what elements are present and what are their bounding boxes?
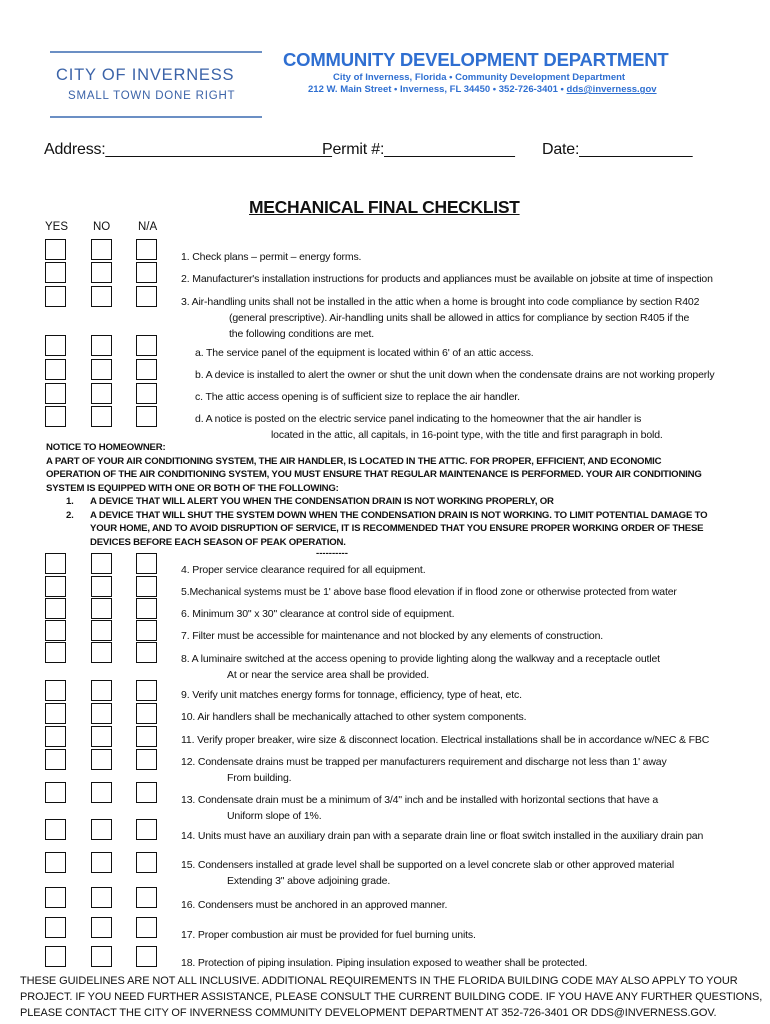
column-no-heading: NO	[93, 221, 111, 233]
item-text: 8. A luminaire switched at the access opening to provide lighting along the walkway and a receptacle outlet	[181, 653, 660, 665]
checkbox-yes[interactable]	[45, 642, 66, 663]
checkbox-yes[interactable]	[45, 576, 66, 597]
checkbox-na[interactable]	[136, 598, 157, 619]
checkbox-na[interactable]	[136, 359, 157, 380]
checklist-item-11	[181, 732, 709, 748]
checkbox-na[interactable]	[136, 782, 157, 803]
department-contact: 212 W. Main Street • Inverness, FL 34450 • 352-726-3401 •	[308, 84, 567, 95]
checklist-item-3	[181, 294, 699, 342]
item-text-cont: Extending 3" above adjoining grade.	[227, 875, 391, 887]
item-text: 9. Verify unit matches energy forms for tonnage, efficiency, type of heat, etc.	[181, 689, 522, 701]
department-address-line-1: City of Inverness, Florida • Community Development Department	[333, 72, 626, 83]
checkbox-no[interactable]	[91, 620, 112, 641]
date-field[interactable]: Date:_____________	[542, 141, 693, 158]
logo-title: CITY OF INVERNESS	[56, 66, 235, 84]
checkbox-no[interactable]	[91, 726, 112, 747]
footer-line: PROJECT. IF YOU NEED FURTHER ASSISTANCE, PLEASE CONSULT THE CURRENT BUILDING CODE. IF YOU HAVE ANY FURTHER QUESTIONS,	[20, 991, 763, 1003]
notice-list	[46, 495, 736, 549]
checkbox-yes[interactable]	[45, 359, 66, 380]
checkbox-no[interactable]	[91, 917, 112, 938]
item-text: 7. Filter must be accessible for maintenance and not blocked by any elements of construction.	[181, 630, 604, 642]
item-text-cont: located in the attic, all capitals, in 16-point type, with the title and first paragraph in bold.	[271, 429, 663, 441]
checkbox-na[interactable]	[136, 620, 157, 641]
item-text: 18. Protection of piping insulation. Piping insulation exposed to weather shall be protected.	[181, 957, 588, 969]
checklist-item-1	[181, 249, 361, 265]
notice-paragraph-line: SYSTEM IS EQUIPPED WITH ONE OR BOTH OF THE FOLLOWING:	[46, 482, 339, 494]
item-text: 11. Verify proper breaker, wire size & disconnect location. Electrical installations shall be in accordance w/NEC & FBC	[181, 734, 710, 746]
checklist-item-14	[181, 828, 703, 844]
homeowner-notice	[46, 441, 736, 549]
footer-line: PLEASE CONTACT THE CITY OF INVERNESS COMMUNITY DEVELOPMENT DEPARTMENT AT 352-726-3401 OR DDS@INVERNESS.GOV.	[20, 1007, 717, 1019]
checkbox-yes[interactable]	[45, 749, 66, 770]
notice-list-number: 1.	[66, 496, 74, 507]
checkbox-yes[interactable]	[45, 852, 66, 873]
checkbox-no[interactable]	[91, 262, 112, 283]
checkbox-no[interactable]	[91, 887, 112, 908]
address-field[interactable]: Address:__________________________	[44, 141, 332, 158]
checkbox-yes[interactable]	[45, 620, 66, 641]
checkbox-na[interactable]	[136, 286, 157, 307]
checkbox-na[interactable]	[136, 887, 157, 908]
checklist-item-7	[181, 628, 603, 644]
checkbox-no[interactable]	[91, 782, 112, 803]
checkbox-yes[interactable]	[45, 917, 66, 938]
checkbox-na[interactable]	[136, 819, 157, 840]
item-text: 12. Condensate drains must be trapped per manufacturers requirement and discharge not less than 1' away	[181, 756, 667, 768]
checklist-item-3d	[195, 411, 663, 443]
checkbox-yes[interactable]	[45, 887, 66, 908]
item-text-cont: (general prescriptive). Air-handling units shall be allowed in attics for compliance by section R405 if the	[229, 312, 690, 324]
item-text-cont: Uniform slope of 1%.	[227, 810, 322, 822]
checkbox-no[interactable]	[91, 852, 112, 873]
checkbox-na[interactable]	[136, 335, 157, 356]
checkbox-na[interactable]	[136, 852, 157, 873]
checklist-item-16	[181, 897, 447, 913]
item-text-cont: From building.	[227, 772, 292, 784]
checklist-item-13	[181, 792, 658, 824]
checklist-item-3c	[195, 389, 520, 405]
department-address-line-2	[308, 84, 657, 95]
checkbox-na[interactable]	[136, 553, 157, 574]
column-na-heading: N/A	[138, 221, 158, 233]
footer-disclaimer	[20, 973, 762, 1021]
notice-list-text-cont: YOUR HOME, AND TO AVOID DISRUPTION OF SERVICE, IT IS RECOMMENDED THAT YOU ENSURE PROPER WORKING ORDER OF THESE	[90, 523, 704, 534]
department-title: COMMUNITY DEVELOPMENT DEPARTMENT	[283, 49, 669, 70]
checkbox-yes[interactable]	[45, 553, 66, 574]
checkbox-no[interactable]	[91, 819, 112, 840]
checkbox-yes[interactable]	[45, 406, 66, 427]
notice-list-text-cont: DEVICES BEFORE EACH SEASON OF PEAK OPERATION.	[90, 536, 346, 548]
checkbox-yes[interactable]	[45, 262, 66, 283]
checklist-item-18	[181, 955, 587, 971]
notice-list-text: A DEVICE THAT WILL ALERT YOU WHEN THE CONDENSATION DRAIN IS NOT WORKING PROPERLY, OR	[90, 496, 554, 507]
checkbox-yes[interactable]	[45, 726, 66, 747]
checkbox-na[interactable]	[136, 406, 157, 427]
item-text: c. The attic access opening is of sufficient size to replace the air handler.	[195, 391, 520, 403]
item-text: 16. Condensers must be anchored in an approved manner.	[181, 899, 448, 911]
checkbox-na[interactable]	[136, 749, 157, 770]
checkbox-na[interactable]	[136, 946, 157, 967]
item-text: b. A device is installed to alert the owner or shut the unit down when the condensate drains are not working properly	[195, 369, 715, 381]
logo-rule-bottom	[50, 116, 262, 118]
item-text: d. A notice is posted on the electric service panel indicating to the homeowner that the air handler is	[195, 413, 642, 425]
checkbox-no[interactable]	[91, 946, 112, 967]
notice-list-text: A DEVICE THAT WILL SHUT THE SYSTEM DOWN WHEN THE CONDENSATION DRAIN IS NOT WORKING. TO LIMIT POTENTIAL DAMAGE TO	[90, 509, 708, 521]
item-text: a. The service panel of the equipment is located within 6' of an attic access.	[195, 347, 534, 359]
checkbox-yes[interactable]	[45, 819, 66, 840]
logo-rule-top	[50, 51, 262, 53]
checkbox-yes[interactable]	[45, 239, 66, 260]
notice-separator: ----------	[316, 548, 348, 559]
notice-paragraph-line: OPERATION OF THE AIR CONDITIONING SYSTEM, YOU MUST ENSURE THAT REGULAR MAINTENANCE IS PERFORMED. YOUR AIR CONDITIONING	[46, 469, 702, 480]
checkbox-no[interactable]	[91, 383, 112, 404]
item-text: 15. Condensers installed at grade level shall be supported on a level concrete slab or other approved material	[181, 859, 675, 871]
checkbox-yes[interactable]	[45, 286, 66, 307]
notice-list-number: 2.	[66, 509, 74, 521]
checkbox-na[interactable]	[136, 383, 157, 404]
checklist-item-5	[181, 584, 677, 600]
checkbox-na[interactable]	[136, 576, 157, 597]
checkbox-na[interactable]	[136, 726, 157, 747]
checklist-item-6	[181, 606, 454, 622]
checkbox-yes[interactable]	[45, 782, 66, 803]
checkbox-no[interactable]	[91, 642, 112, 663]
checkbox-no[interactable]	[91, 749, 112, 770]
item-text: 1. Check plans – permit – energy forms.	[181, 251, 362, 263]
item-text: 4. Proper service clearance required for all equipment.	[181, 564, 426, 576]
item-text: 2. Manufacturer's installation instructions for products and appliances must be available on jobsite at time of inspection	[181, 273, 713, 285]
checklist-item-3a	[195, 345, 534, 361]
item-text: 14. Units must have an auxiliary drain pan with a separate drain line or float switch installed in the auxiliary drain pan	[181, 830, 704, 842]
item-text: 3. Air-handling units shall not be installed in the attic when a home is brought into code compliance by section R402	[181, 296, 700, 308]
checklist-item-12	[181, 754, 667, 786]
item-text-cont: At or near the service area shall be provided.	[227, 669, 430, 681]
checkbox-no[interactable]	[91, 553, 112, 574]
notice-list-item	[46, 509, 736, 550]
checkbox-na[interactable]	[136, 917, 157, 938]
checklist-item-3b	[195, 367, 714, 383]
checkbox-na[interactable]	[136, 642, 157, 663]
checklist-item-2	[181, 271, 713, 287]
footer-line: THESE GUIDELINES ARE NOT ALL INCLUSIVE. ADDITIONAL REQUIREMENTS IN THE FLORIDA BUILDING CODE MAY ALSO APPLY TO YOUR	[20, 975, 738, 987]
checkbox-yes[interactable]	[45, 598, 66, 619]
checkbox-yes[interactable]	[45, 383, 66, 404]
notice-heading: NOTICE TO HOMEOWNER:	[46, 442, 166, 453]
checklist-item-10	[181, 709, 526, 725]
checkbox-no[interactable]	[91, 335, 112, 356]
item-text-cont: the following conditions are met.	[229, 328, 375, 340]
checkbox-no[interactable]	[91, 598, 112, 619]
notice-list-item	[46, 495, 736, 509]
column-yes-heading: YES	[45, 221, 69, 233]
checkbox-no[interactable]	[91, 359, 112, 380]
item-text: 13. Condensate drain must be a minimum of 3/4" inch and be installed with horizontal sections that have a	[181, 794, 659, 806]
checklist-item-17	[181, 927, 476, 943]
item-text: 5.Mechanical systems must be 1' above base flood elevation if in flood zone or otherwise protected from water	[181, 586, 677, 598]
checklist-item-9	[181, 687, 522, 703]
checkbox-na[interactable]	[136, 239, 157, 260]
checkbox-no[interactable]	[91, 406, 112, 427]
item-text: 6. Minimum 30" x 30" clearance at control side of equipment.	[181, 608, 455, 620]
notice-paragraph-line: A PART OF YOUR AIR CONDITIONING SYSTEM, THE AIR HANDLER, IS LOCATED IN THE ATTIC. FOR PROPER, EFFICIENT, AND ECONOMIC	[46, 455, 662, 467]
checkbox-na[interactable]	[136, 680, 157, 701]
checkbox-na[interactable]	[136, 262, 157, 283]
checkbox-no[interactable]	[91, 680, 112, 701]
checklist-item-8	[181, 651, 660, 683]
checkbox-no[interactable]	[91, 576, 112, 597]
checkbox-no[interactable]	[91, 286, 112, 307]
permit-field[interactable]: Permit #:_______________	[322, 141, 515, 158]
logo-tagline: SMALL TOWN DONE RIGHT	[68, 90, 236, 102]
checkbox-no[interactable]	[91, 703, 112, 724]
checklist-item-15	[181, 857, 674, 889]
department-email-link[interactable]: dds@inverness.gov	[566, 84, 657, 95]
checkbox-na[interactable]	[136, 703, 157, 724]
checkbox-yes[interactable]	[45, 680, 66, 701]
item-text: 17. Proper combustion air must be provided for fuel burning units.	[181, 929, 476, 941]
checklist-item-4	[181, 562, 425, 578]
checklist-title: MECHANICAL FINAL CHECKLIST	[249, 197, 520, 217]
checkbox-yes[interactable]	[45, 335, 66, 356]
item-text: 10. Air handlers shall be mechanically attached to other system components.	[181, 711, 527, 723]
checkbox-yes[interactable]	[45, 946, 66, 967]
checkbox-yes[interactable]	[45, 703, 66, 724]
checkbox-no[interactable]	[91, 239, 112, 260]
